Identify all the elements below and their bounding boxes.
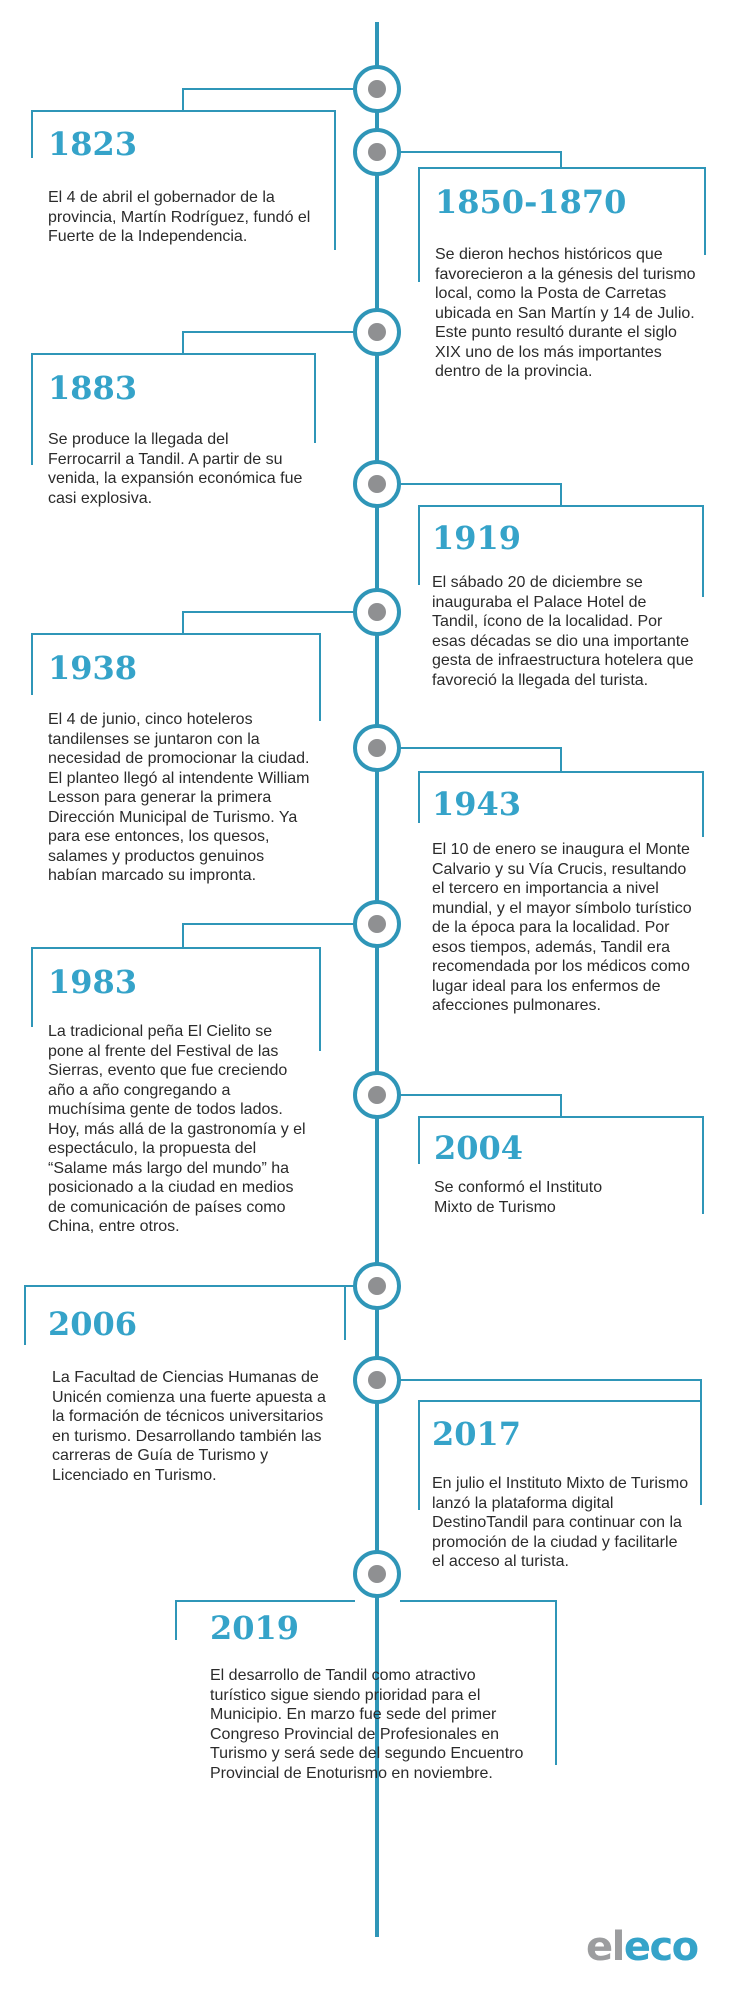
timeline-node [353, 900, 401, 948]
box-side-line [344, 1285, 346, 1340]
event-year: 1943 [432, 785, 522, 823]
box-side-line [31, 633, 33, 695]
box-top-line [400, 1600, 557, 1602]
box-top-line [31, 947, 321, 949]
timeline-node [353, 588, 401, 636]
timeline-node [353, 1550, 401, 1598]
event-year: 1938 [48, 649, 138, 687]
box-side-line [319, 947, 321, 1051]
event-year: 2006 [48, 1305, 138, 1343]
box-top-line [31, 633, 321, 635]
box-side-line [702, 771, 704, 837]
connector-line [560, 1094, 562, 1116]
event-description: El 4 de junio, cinco hoteleros tandilenses se juntaron con la necesidad de promocionar la ciudad. El planteo llegó al intendente William Lesson para generar la primera Dirección Municipal de Turismo. Ya para ese entonces, los quesos, salames y productos genuinos habían marcado su impronta. [48, 711, 310, 884]
box-side-line [418, 771, 420, 823]
box-top-line [418, 1116, 704, 1118]
box-side-line [31, 110, 33, 158]
timeline-node [353, 460, 401, 508]
connector-line [400, 747, 562, 749]
event-year: 1823 [48, 125, 138, 163]
timeline-node [353, 724, 401, 772]
event-year: 2019 [210, 1609, 300, 1647]
connector-line [560, 483, 562, 505]
event-year: 1850-1870 [435, 183, 627, 221]
box-side-line [418, 167, 420, 282]
timeline-node [353, 1356, 401, 1404]
connector-line [560, 151, 562, 167]
box-side-line [31, 353, 33, 465]
box-side-line [334, 110, 336, 250]
box-side-line [555, 1600, 557, 1765]
event-year: 2017 [432, 1415, 522, 1453]
connector-line [400, 151, 562, 153]
connector-line [182, 331, 184, 353]
connector-line [182, 923, 354, 925]
connector-line [182, 88, 184, 110]
event-year: 2004 [434, 1129, 524, 1167]
box-top-line [418, 505, 704, 507]
box-side-line [31, 947, 33, 1027]
connector-line [560, 747, 562, 771]
box-side-line [418, 505, 420, 585]
box-top-line [31, 110, 336, 112]
box-side-line [418, 1116, 420, 1164]
box-top-line [175, 1600, 355, 1602]
box-side-line [24, 1285, 26, 1345]
timeline-node [353, 128, 401, 176]
box-side-line [418, 1400, 420, 1510]
connector-line [400, 483, 562, 485]
box-top-line [24, 1285, 354, 1287]
event-description: La tradicional peña El Cielito se pone al frente del Festival de las Sierras, evento que fue creciendo año a año congregando a muchísima gente de todos lados. Hoy, más allá de la gastronomía y el espectáculo, la propuesta del “Salame más largo del mundo” ha posicionado a la ciudad en medios de comunicación de países como China, entre otros. [48, 1023, 306, 1235]
box-top-line [418, 167, 706, 169]
timeline-node [353, 65, 401, 113]
box-side-line [319, 633, 321, 721]
timeline-node [353, 1262, 401, 1310]
event-description: Se produce la llegada del Ferrocarril a Tandil. A partir de su venida, la expansión económica fue casi explosiva. [48, 431, 303, 507]
connector-line [182, 611, 354, 613]
connector-line [182, 88, 354, 90]
box-side-line [700, 1379, 702, 1505]
event-year: 1919 [432, 519, 522, 557]
connector-line [400, 1094, 562, 1096]
event-description: El 4 de abril el gobernador de la provincia, Martín Rodríguez, fundó el Fuerte de la Independencia. [48, 189, 311, 245]
el-eco-logo: eleco [586, 1924, 698, 1970]
box-top-line [418, 771, 704, 773]
connector-line [182, 331, 354, 333]
box-side-line [175, 1600, 177, 1640]
connector-line [182, 923, 184, 947]
event-description: El desarrollo de Tandil como atractivo turístico sigue siendo prioridad para el Municipio. En marzo fue sede del primer Congreso Provincial de Profesionales en Turismo y será sede del segundo Encuentro Provincial de Enoturismo en noviembre. [210, 1667, 524, 1782]
event-year: 1883 [48, 369, 138, 407]
event-description: En julio el Instituto Mixto de Turismo lanzó la plataforma digital DestinoTandil para continuar con la promoción de la ciudad y facilitarle el acceso al turista. [432, 1475, 689, 1570]
event-year: 1983 [48, 963, 138, 1001]
box-side-line [314, 353, 316, 443]
connector-line [182, 611, 184, 633]
timeline-node [353, 1071, 401, 1119]
box-side-line [702, 505, 704, 597]
box-side-line [702, 1116, 704, 1214]
box-top-line [31, 353, 316, 355]
timeline-node [353, 308, 401, 356]
event-description: Se conformó el Instituto Mixto de Turismo [434, 1179, 603, 1216]
event-description: El 10 de enero se inaugura el Monte Calvario y su Vía Crucis, resultando el tercero en importancia a nivel mundial, y el mayor símbolo turístico de la época para la localidad. Por esos tiempos, además, Tandil era recomendada por los médicos como lugar ideal para los enfermos de afecciones pulmonares. [432, 841, 692, 1014]
event-description: El sábado 20 de diciembre se inauguraba el Palace Hotel de Tandil, ícono de la localidad. Por esas décadas se dio una importante gesta de infraestructura hotelera que favoreció la llegada del turista. [432, 574, 694, 689]
event-description: La Facultad de Ciencias Humanas de Unicén comienza una fuerte apuesta a la formación de técnicos universitarios en turismo. Desarrollando también las carreras de Guía de Turismo y Licenciado en Turismo. [52, 1369, 326, 1484]
box-top-line [418, 1400, 700, 1402]
event-description: Se dieron hechos históricos que favorecieron a la génesis del turismo local, como la Posta de Carretas ubicada en San Martín y 14 de Julio. Este punto resultó durante el siglo XIX uno de los más importantes dentro de la provincia. [435, 246, 696, 380]
connector-line [400, 1379, 702, 1381]
box-side-line [704, 167, 706, 255]
